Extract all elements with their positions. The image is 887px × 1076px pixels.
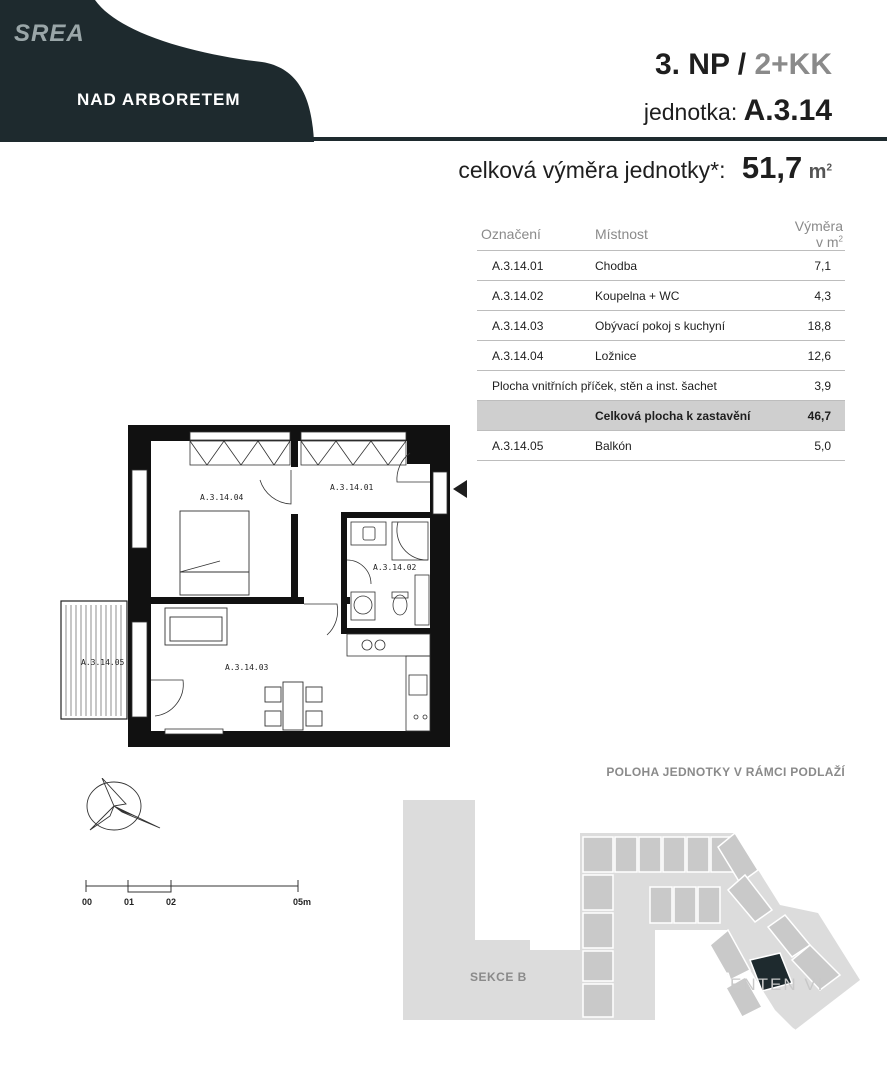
total-label: Celková plocha k zastavění <box>595 401 785 431</box>
total-area-value: 46,7 <box>785 401 845 431</box>
table-row <box>477 431 845 461</box>
floor-plan <box>55 420 455 750</box>
section-b-label: SEKCE B <box>470 970 527 984</box>
project-name: NAD ARBORETEM <box>77 90 241 109</box>
unit-label: jednotka: <box>643 99 738 125</box>
room-table <box>477 218 845 461</box>
partitions-row <box>477 371 845 401</box>
layout-type: 2+KK <box>754 48 832 81</box>
room-area: 7,1 <box>785 251 845 281</box>
floor-number: 3. NP / <box>654 48 747 81</box>
room-code: A.3.14.04 <box>477 341 595 371</box>
section-a-label: SEKCE A <box>676 970 733 984</box>
scale-tick-label: 00 <box>82 897 93 907</box>
col-header-room: Místnost <box>595 218 785 251</box>
room-area: 18,8 <box>785 311 845 341</box>
header-divider <box>298 137 887 141</box>
scale-tick-label: 02 <box>166 897 177 907</box>
room-name: Obývací pokoj s kuchyní <box>595 311 785 341</box>
total-spacer <box>477 401 595 431</box>
partitions-label: Plocha vnitřních příček, stěn a inst. šachet <box>477 371 785 401</box>
room-name: Balkón <box>595 431 785 461</box>
area-label: celková výměra jednotky*: <box>458 157 726 183</box>
label-bathroom: A.3.14.02 <box>373 563 417 572</box>
room-name: Ložnice <box>595 341 785 371</box>
scale-tick-label: 05m <box>293 897 312 907</box>
room-name: Koupelna + WC <box>595 281 785 311</box>
room-area: 12,6 <box>785 341 845 371</box>
area-unit: $m^2$ <box>808 161 832 183</box>
partitions-area: 3,9 <box>785 371 845 401</box>
table-row <box>477 341 845 371</box>
table-row <box>477 281 845 311</box>
room-code: A.3.14.01 <box>477 251 595 281</box>
room-code: A.3.14.02 <box>477 281 595 311</box>
entrance-arrow-icon <box>453 480 467 498</box>
unit-code: A.3.14 <box>743 94 832 127</box>
col-header-area: Výměra v $m^2$ <box>785 218 845 251</box>
area-value: 51,7 <box>741 150 803 185</box>
table-row <box>477 311 845 341</box>
room-code: A.3.14.05 <box>477 431 595 461</box>
room-code: A.3.14.03 <box>477 311 595 341</box>
scale-bar <box>80 878 305 896</box>
table-row <box>477 251 845 281</box>
total-row <box>477 401 845 431</box>
col-header-code: Označení <box>477 218 595 251</box>
total-area <box>458 150 832 186</box>
scale-tick-label: 01 <box>124 897 135 907</box>
site-plan <box>400 795 860 1035</box>
site-plan-title: POLOHA JEDNOTKY V RÁMCI PODLAŽÍ <box>606 765 845 779</box>
room-area: 4,3 <box>785 281 845 311</box>
room-name: Chodba <box>595 251 785 281</box>
section-b-building <box>403 800 585 1020</box>
label-hall: A.3.14.01 <box>330 483 374 492</box>
unit-info <box>644 94 832 128</box>
interior <box>151 441 430 731</box>
label-bedroom: A.3.14.04 <box>200 493 244 502</box>
table-header-row <box>477 218 845 251</box>
brand-logo: SREA <box>14 20 85 47</box>
label-living: A.3.14.03 <box>225 663 269 672</box>
watermark: ENTEN VI <box>730 975 825 994</box>
north-arrow-icon <box>84 778 164 838</box>
floor-info <box>655 48 832 82</box>
label-balcony: A.3.14.05 <box>81 658 125 667</box>
room-area: 5,0 <box>785 431 845 461</box>
